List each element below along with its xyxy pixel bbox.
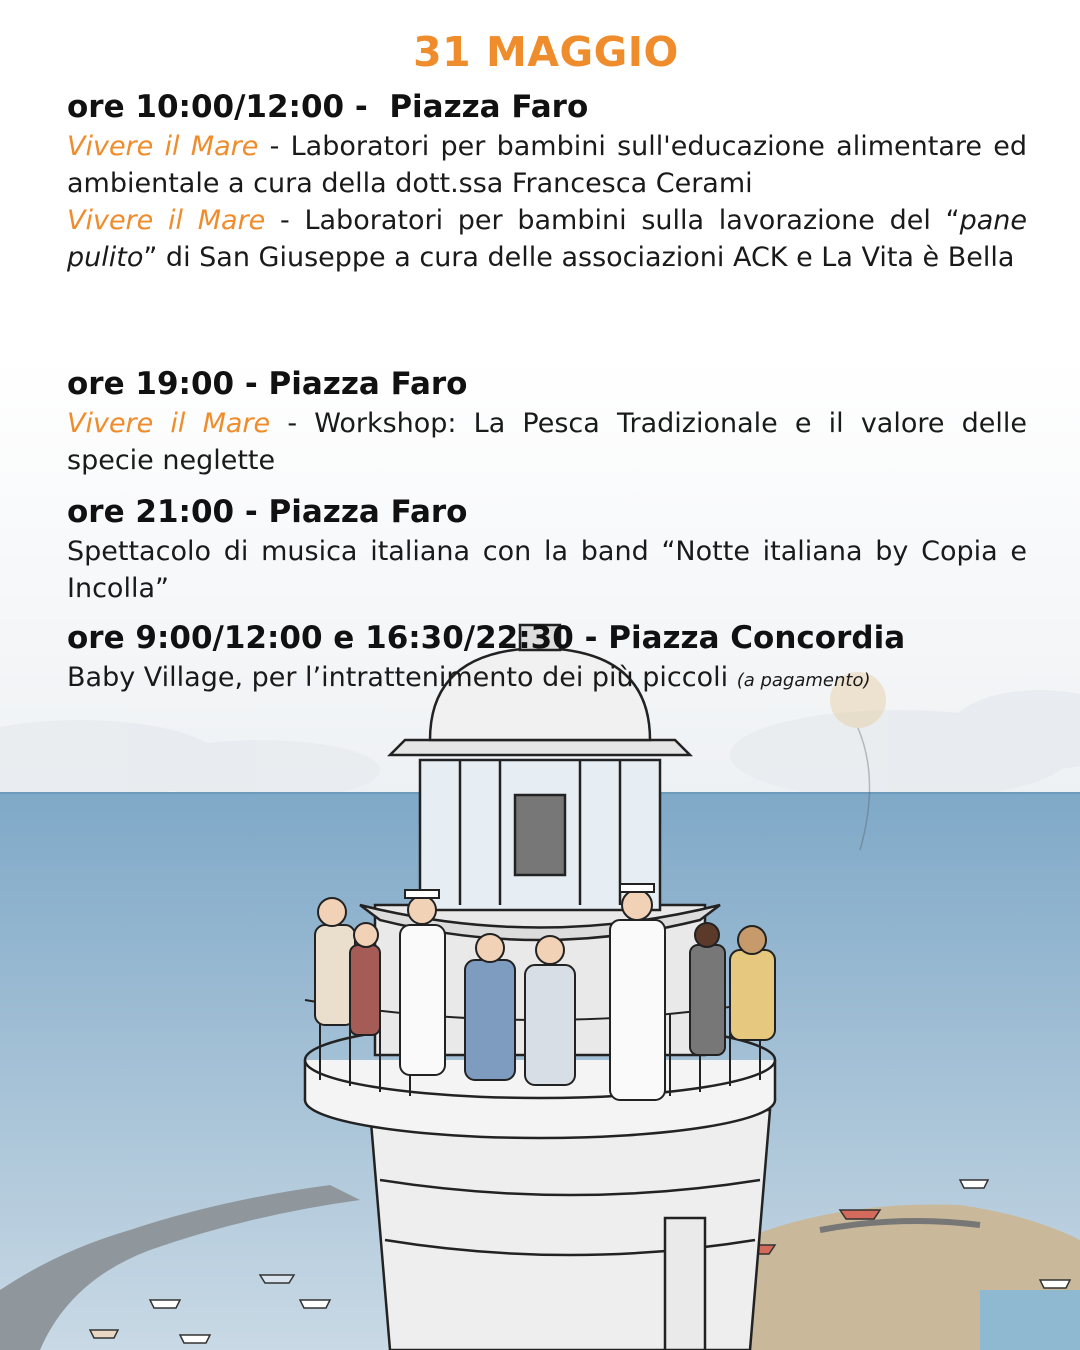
page-title: 31 MAGGIO bbox=[413, 28, 679, 76]
event-description bbox=[67, 405, 1027, 479]
event-block bbox=[67, 365, 1027, 479]
event-description bbox=[67, 659, 1027, 699]
event-block bbox=[67, 619, 1027, 699]
highlight-label: Vivere il Mare bbox=[67, 205, 266, 236]
event-description: Spettacolo di musica italiana con la band “Notte italiana by Copia e Incolla” bbox=[67, 536, 1027, 604]
event-title: ore 19:00 - Piazza Faro bbox=[67, 366, 468, 402]
description-text: - Laboratori per bambini sulla lavorazione del “ bbox=[265, 205, 960, 236]
highlight-label: Vivere il Mare bbox=[67, 131, 259, 162]
event-title: ore 10:00/12:00 - Piazza Faro bbox=[67, 89, 589, 125]
event-block bbox=[67, 88, 1027, 276]
description-text: ” di San Giuseppe a cura delle associazioni ACK e La Vita è Bella bbox=[143, 242, 1015, 273]
event-description bbox=[67, 202, 1027, 276]
description-text: - Workshop: La Pesca Tradizionale e il valore delle specie neglette bbox=[67, 408, 1028, 476]
event-title: ore 21:00 - Piazza Faro bbox=[67, 494, 468, 530]
description-text: Baby Village, per l’intrattenimento dei più piccoli bbox=[67, 662, 737, 693]
event-description bbox=[67, 128, 1027, 202]
italic-text: pane pulito bbox=[67, 205, 1027, 273]
highlight-label: Vivere il Mare bbox=[67, 408, 271, 439]
description-text: - Laboratori per bambini sull'educazione alimentare ed ambientale a cura della dott.ssa Francesca Cerami bbox=[67, 131, 1027, 199]
event-block bbox=[67, 493, 1027, 607]
payment-note: (a pagamento) bbox=[736, 670, 871, 691]
event-title: ore 9:00/12:00 e 16:30/22:30 - Piazza Concordia bbox=[67, 620, 906, 656]
